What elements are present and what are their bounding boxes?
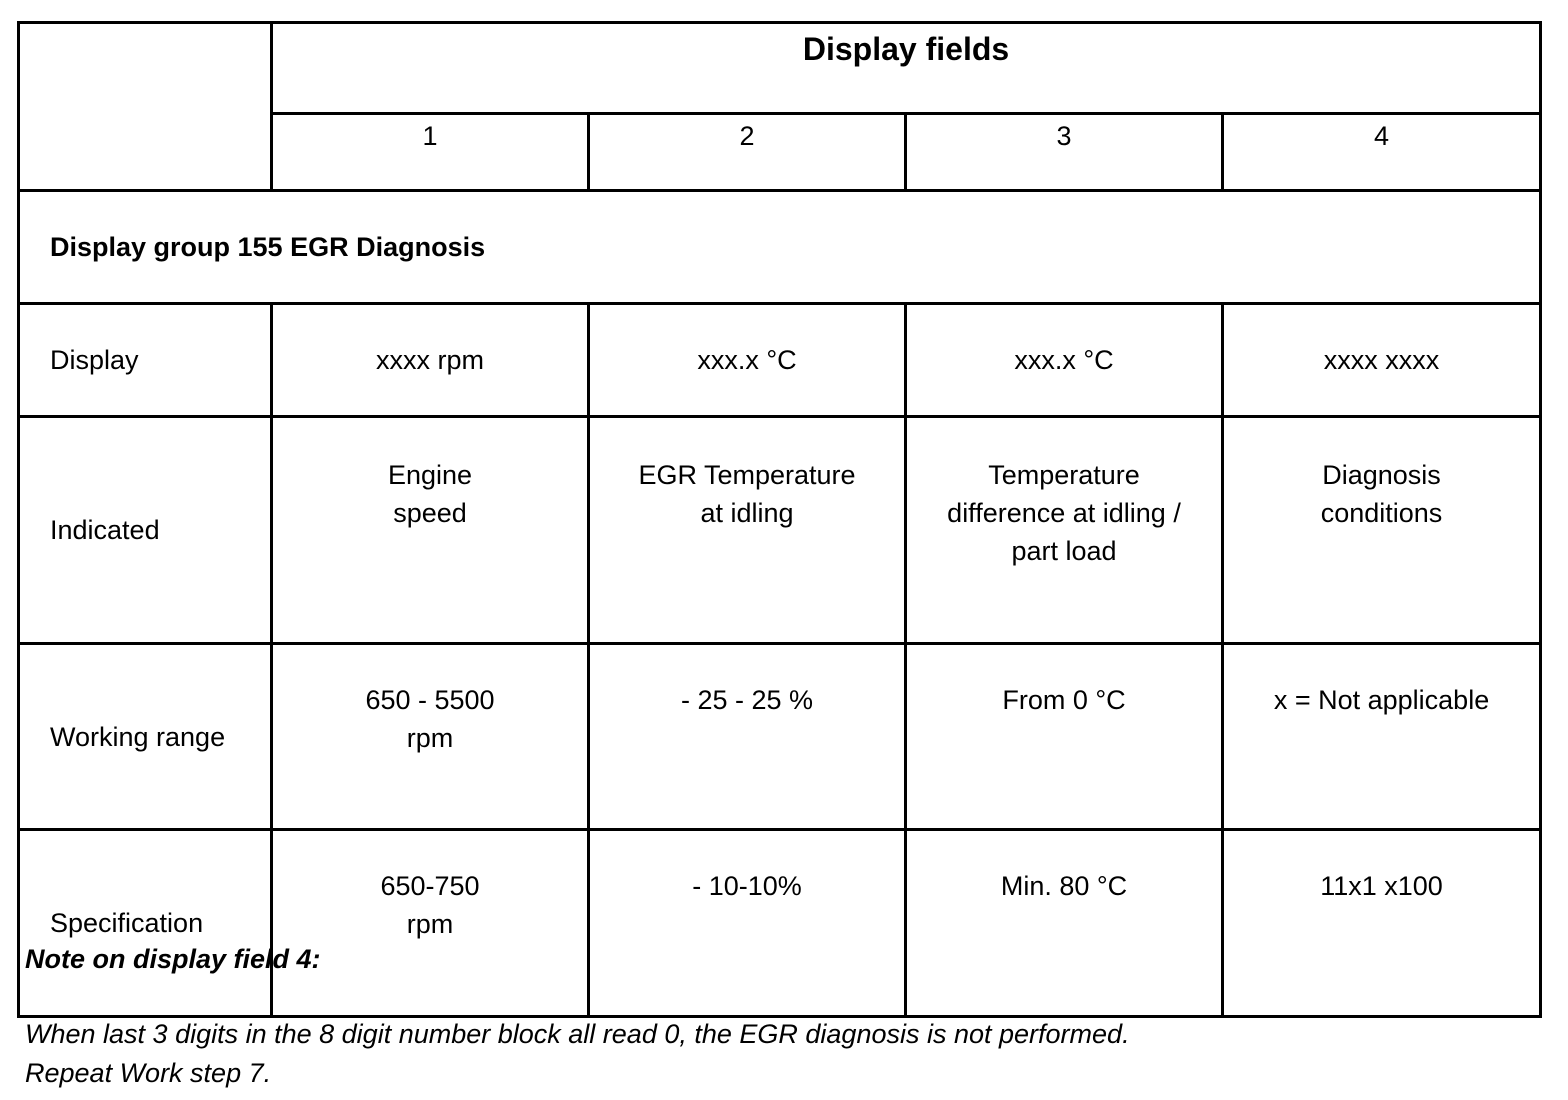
working-range-value-4: x = Not applicable <box>1223 644 1541 830</box>
field-number-4: 4 <box>1223 114 1541 191</box>
specification-value-3: Min. 80 °C <box>906 830 1223 1017</box>
note-text-line-1: When last 3 digits in the 8 digit number block all read 0, the EGR diagnosis is not performed. <box>25 1019 1130 1049</box>
specification-value-1: 650-750 rpm <box>272 830 589 1017</box>
row-display <box>19 304 1541 417</box>
indicated-value-3: Temperature difference at idling / part load <box>906 417 1223 644</box>
indicated-value-4: Diagnosis conditions <box>1223 417 1541 644</box>
display-value-2: xxx.x °C <box>589 304 906 417</box>
note-title: Note on display field 4: <box>25 944 321 974</box>
note-text-line-2: Repeat Work step 7. <box>25 1058 272 1088</box>
working-range-value-2: - 25 - 25 % <box>589 644 906 830</box>
indicated-value-1: Engine speed <box>272 417 589 644</box>
field-number-1: 1 <box>272 114 589 191</box>
working-range-value-1: 650 - 5500 rpm <box>272 644 589 830</box>
row-label-display: Display <box>19 304 272 417</box>
row-label-specification: Specification <box>19 830 272 1017</box>
row-label-working-range: Working range <box>19 644 272 830</box>
display-fields-heading: Display fields <box>272 23 1541 114</box>
row-specification <box>19 830 1541 1017</box>
field-number-3: 3 <box>906 114 1223 191</box>
row-indicated <box>19 417 1541 644</box>
indicated-value-2: EGR Temperature at idling <box>589 417 906 644</box>
working-range-value-3: From 0 °C <box>906 644 1223 830</box>
field-number-2: 2 <box>589 114 906 191</box>
specification-value-4: 11x1 x100 <box>1223 830 1541 1017</box>
display-value-3: xxx.x °C <box>906 304 1223 417</box>
display-value-4: xxxx xxxx <box>1223 304 1541 417</box>
display-group-title: Display group 155 EGR Diagnosis <box>19 191 1541 304</box>
specification-value-2: - 10-10% <box>589 830 906 1017</box>
corner-cell <box>19 23 272 191</box>
row-working-range <box>19 644 1541 830</box>
display-value-1: xxxx rpm <box>272 304 589 417</box>
egr-diagnosis-table <box>17 21 1542 1018</box>
row-label-indicated: Indicated <box>19 417 272 644</box>
